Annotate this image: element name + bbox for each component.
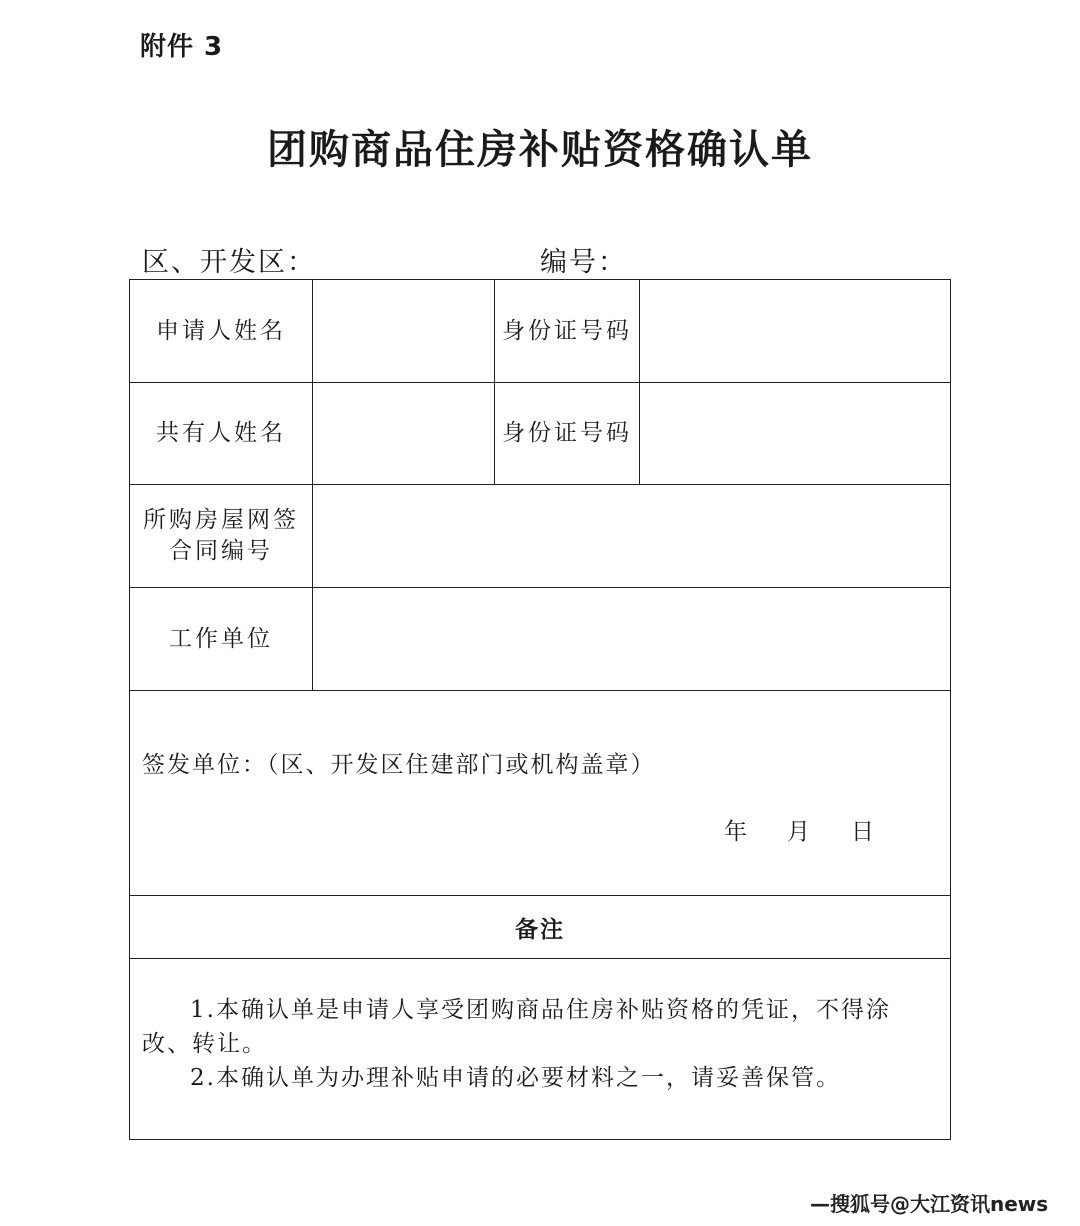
coowner-name-label: 共有人姓名 [156, 420, 286, 446]
contract-number-label-line1: 所购房屋网签 [143, 507, 299, 533]
contract-number-field[interactable] [313, 485, 951, 587]
issuing-unit-label: 签发单位：（区、开发区住建部门或机构盖章） [142, 752, 656, 778]
employer-label: 工作单位 [169, 625, 273, 652]
attachment-label: 附件 3 [140, 32, 224, 62]
date-year-label: 年 [724, 819, 747, 845]
remark-note-2: 2.本确认单为办理补贴申请的必要材料之一，请妥善保管。 [190, 1065, 841, 1091]
source-watermark: —搜狐号@大江资讯news [810, 1192, 1049, 1216]
applicant-id-field[interactable] [640, 280, 951, 382]
coowner-name-field[interactable] [313, 383, 494, 484]
employer-field[interactable] [313, 588, 951, 690]
row-divider [130, 690, 950, 691]
form-title: 团购商品住房补贴资格确认单 [267, 127, 813, 173]
remarks-title: 备注 [515, 917, 565, 943]
applicant-id-label: 身份证号码 [502, 317, 632, 344]
date-day-label: 日 [851, 819, 874, 845]
remark-note-1: 1.本确认单是申请人享受团购商品住房补贴资格的凭证，不得涂改、转让。 [142, 997, 891, 1057]
coowner-id-label: 身份证号码 [502, 420, 632, 446]
applicant-name-label: 申请人姓名 [156, 317, 286, 344]
confirmation-form-table [129, 279, 951, 1140]
coowner-id-field[interactable] [640, 383, 951, 484]
applicant-name-field[interactable] [313, 280, 494, 382]
row-divider [130, 895, 950, 896]
row-divider [130, 958, 950, 959]
date-month-label: 月 [787, 819, 810, 845]
serial-number-label: 编号： [540, 247, 627, 278]
district-label: 区、开发区： [142, 247, 316, 278]
contract-number-label [130, 485, 312, 587]
contract-number-label-line2: 合同编号 [169, 538, 273, 564]
